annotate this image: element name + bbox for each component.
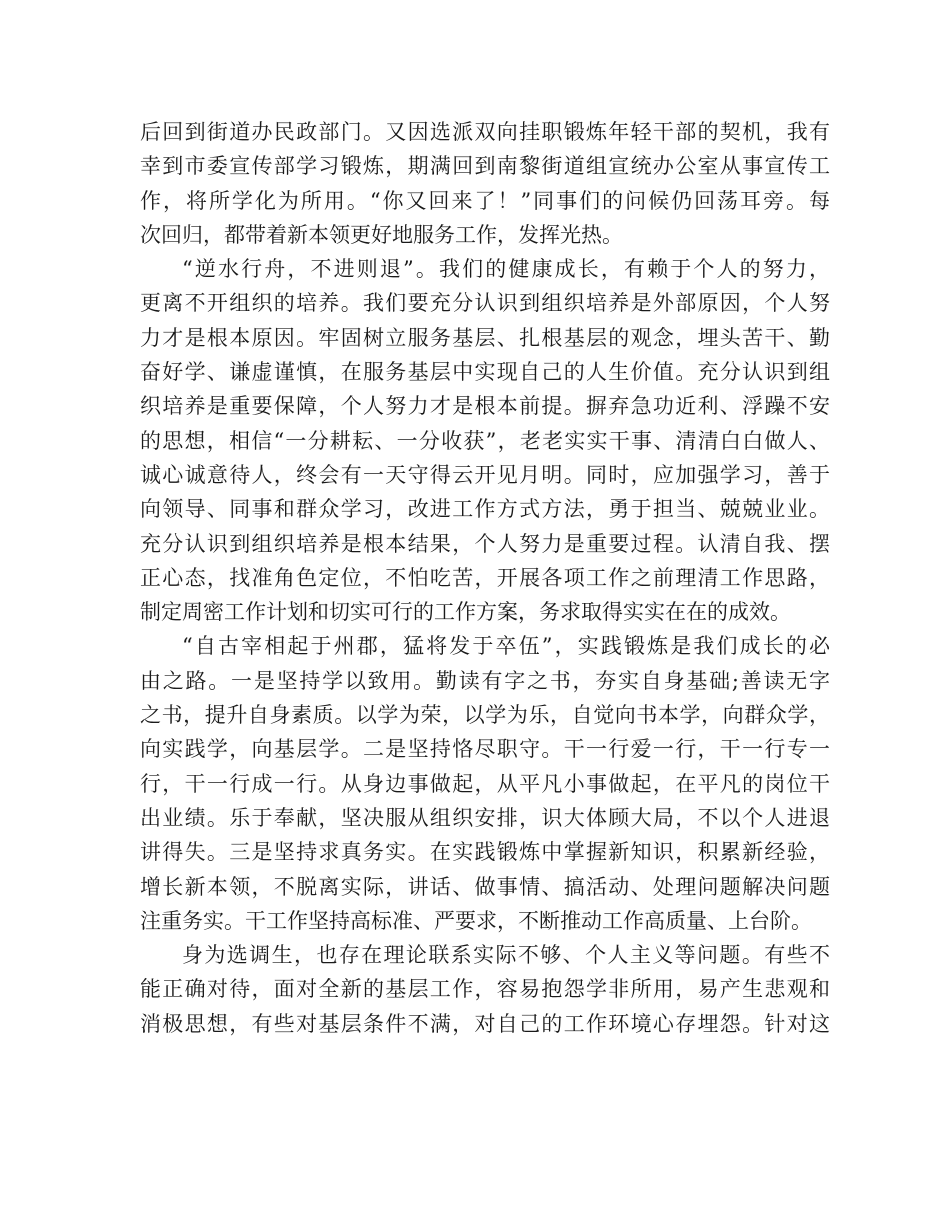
paragraph-3 — [140, 629, 830, 938]
text-line: 身为选调生，也存在理论联系实际不够、个人主义等问题。有些不 — [182, 943, 830, 968]
text-line: 后回到街道办民政部门。又因选派双向挂职锻炼年轻干部的契机，我有 — [140, 120, 830, 144]
text-line: 幸到市委宣传部学习锻炼，期满回到南黎街道组宣统办公室从事宣传工 — [140, 154, 830, 179]
text-line: 力才是根本原因。牢固树立服务基层、扎根基层的观念，埋头苦干、勤 — [140, 325, 830, 350]
paragraph-2 — [140, 252, 830, 629]
text-line: 正心态，找准角色定位，不怕吃苦，开展各项工作之前理清工作思路， — [140, 565, 830, 590]
text-line: 作，将所学化为所用。“你又回来了！”同事们的问候仍回荡耳旁。每 — [140, 188, 830, 213]
text-line: 的思想，相信“一分耕耘、一分收获”，老老实实干事、清清白白做人、 — [140, 428, 830, 453]
text-line: 奋好学、谦虚谨慎，在服务基层中实现自己的人生价值。充分认识到组 — [140, 360, 830, 385]
text-line: 向领导、同事和群众学习，改进工作方式方法，勇于担当、兢兢业业。 — [140, 497, 830, 522]
text-line: 向实践学，向基层学。二是坚持恪尽职守。干一行爱一行，干一行专一 — [140, 737, 830, 762]
text-line: 诚心诚意待人，终会有一天守得云开见月明。同时，应加强学习，善于 — [140, 462, 830, 487]
paragraph-4 — [140, 938, 830, 1041]
text-line: 次回归，都带着新本领更好地服务工作，发挥光热。 — [140, 222, 623, 247]
text-line: 消极思想，有些对基层条件不满，对自己的工作环境心存埋怨。针对这 — [140, 1011, 830, 1036]
body-text — [140, 115, 830, 1041]
text-line: 充分认识到组织培养是根本结果，个人努力是重要过程。认清自我、摆 — [140, 531, 830, 556]
text-line: 能正确对待，面对全新的基层工作，容易抱怨学非所用，易产生悲观和 — [140, 977, 830, 1002]
text-line: 织培养是重要保障，个人努力才是根本前提。摒弃急功近利、浮躁不安 — [140, 394, 830, 419]
text-line: 行，干一行成一行。从身边事做起，从平凡小事做起，在平凡的岗位干 — [140, 771, 830, 796]
text-line: 注重务实。干工作坚持高标准、严要求，不断推动工作高质量、上台阶。 — [140, 908, 812, 933]
text-line: 出业绩。乐于奉献，坚决服从组织安排，识大体顾大局，不以个人进退 — [140, 805, 830, 830]
text-line: 之书，提升自身素质。以学为荣，以学为乐，自觉向书本学，向群众学， — [140, 703, 830, 728]
text-line: 由之路。一是坚持学以致用。勤读有字之书，夯实自身基础;善读无字 — [140, 668, 830, 693]
text-line: 讲得失。三是坚持求真务实。在实践锻炼中掌握新知识，积累新经验， — [140, 840, 830, 865]
text-line: “自古宰相起于州郡，猛将发于卒伍”，实践锻炼是我们成长的必 — [182, 634, 830, 659]
paragraph-1 — [140, 115, 830, 252]
text-line: 增长新本领，不脱离实际，讲话、做事情、搞活动、处理问题解决问题 — [140, 874, 830, 899]
text-line: “逆水行舟，不进则退”。我们的健康成长，有赖于个人的努力， — [182, 257, 830, 282]
text-line: 更离不开组织的培养。我们要充分认识到组织培养是外部原因，个人努 — [140, 291, 830, 316]
text-line: 制定周密工作计划和切实可行的工作方案，务求取得实实在在的成效。 — [140, 600, 791, 625]
